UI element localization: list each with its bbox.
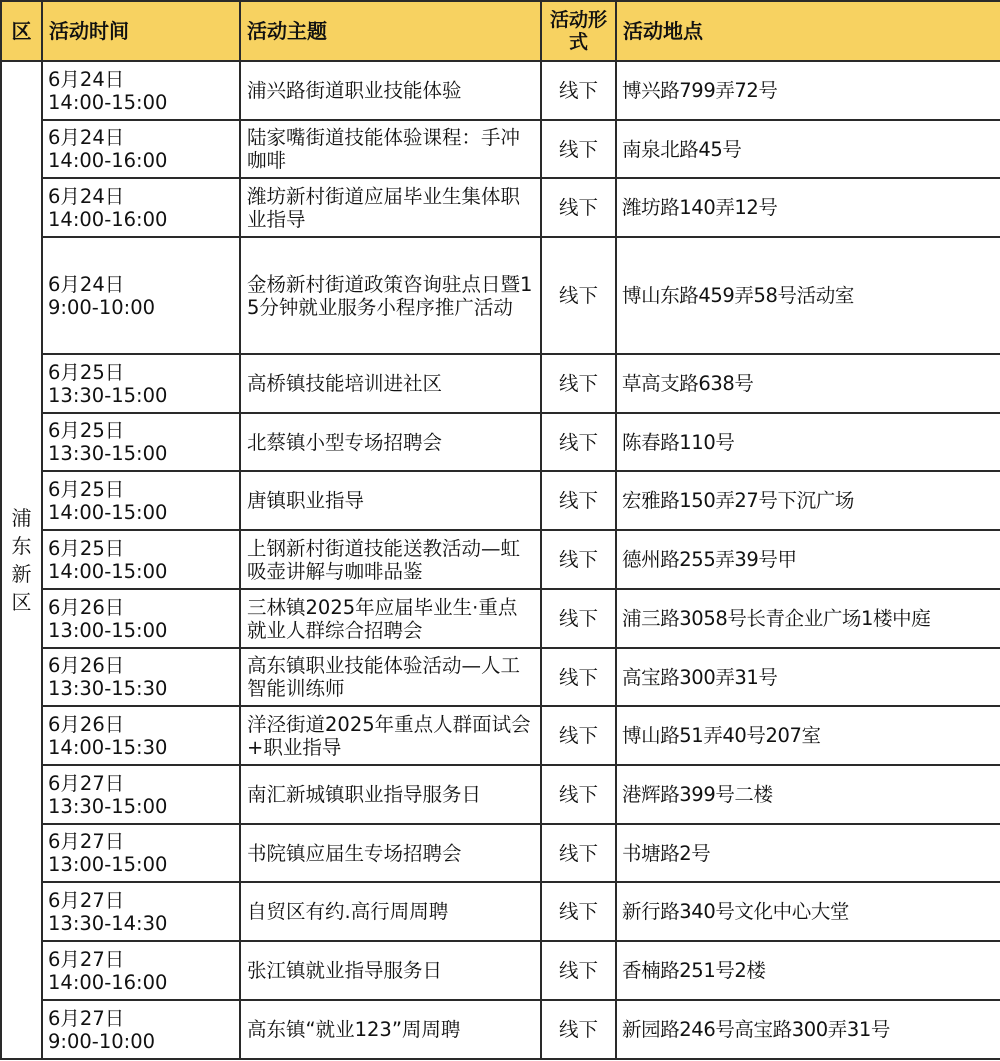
format-cell: 线下	[541, 824, 616, 882]
table-row	[1, 413, 1000, 471]
table-row	[1, 471, 1000, 530]
event-date: 6月27日	[48, 1006, 125, 1030]
time-cell	[42, 413, 240, 471]
topic-cell: 金杨新村街道政策咨询驻点日暨15分钟就业服务小程序推广活动	[240, 237, 541, 354]
event-time-range: 9:00-10:00	[48, 295, 156, 319]
event-time-range: 13:00-15:00	[48, 853, 168, 876]
event-date: 6月24日	[48, 67, 125, 91]
table-row	[1, 237, 1000, 354]
topic-cell: 高东镇职业技能体验活动—人工智能训练师	[240, 648, 541, 706]
event-date: 6月25日	[48, 477, 125, 501]
time-cell	[42, 765, 240, 824]
time-cell	[42, 178, 240, 237]
format-cell: 线下	[541, 237, 616, 354]
format-cell: 线下	[541, 354, 616, 413]
location-cell: 新园路246号高宝路300弄31号	[616, 1000, 1000, 1059]
location-cell: 宏雅路150弄27号下沉广场	[616, 471, 1000, 530]
event-date: 6月26日	[48, 654, 125, 677]
event-time-range: 13:00-15:00	[48, 618, 168, 642]
table-row	[1, 882, 1000, 941]
time-cell	[42, 237, 240, 354]
topic-cell: 三林镇2025年应届毕业生·重点就业人群综合招聘会	[240, 589, 541, 648]
event-time-range: 14:00-15:00	[48, 90, 168, 114]
event-date: 6月24日	[48, 184, 125, 208]
time-cell	[42, 706, 240, 765]
location-cell: 浦三路3058号长青企业广场1楼中庭	[616, 589, 1000, 648]
district-cell: 浦东新区	[1, 61, 42, 1059]
event-date: 6月27日	[48, 830, 125, 853]
event-time-range: 13:30-15:30	[48, 677, 168, 700]
event-date: 6月26日	[48, 595, 125, 619]
event-date: 6月24日	[48, 272, 125, 296]
location-cell: 博山东路459弄58号活动室	[616, 237, 1000, 354]
header-row	[1, 1, 1000, 61]
time-cell	[42, 1000, 240, 1059]
time-cell	[42, 354, 240, 413]
time-cell	[42, 589, 240, 648]
table-row	[1, 589, 1000, 648]
format-cell: 线下	[541, 941, 616, 1000]
event-time-range: 14:00-16:00	[48, 207, 168, 231]
topic-cell: 书院镇应届生专场招聘会	[240, 824, 541, 882]
table-row	[1, 530, 1000, 589]
format-cell: 线下	[541, 882, 616, 941]
header-time: 活动时间	[42, 1, 240, 61]
topic-cell: 高桥镇技能培训进社区	[240, 354, 541, 413]
topic-cell: 高东镇“就业123”周周聘	[240, 1000, 541, 1059]
time-cell	[42, 471, 240, 530]
header-district: 区	[1, 1, 42, 61]
event-date: 6月25日	[48, 419, 125, 442]
format-cell: 线下	[541, 413, 616, 471]
format-cell: 线下	[541, 61, 616, 120]
location-cell: 港辉路399号二楼	[616, 765, 1000, 824]
location-cell: 高宝路300弄31号	[616, 648, 1000, 706]
location-cell: 香楠路251号2楼	[616, 941, 1000, 1000]
time-cell	[42, 61, 240, 120]
topic-cell: 唐镇职业指导	[240, 471, 541, 530]
topic-cell: 上钢新村街道技能送教活动—虹吸壶讲解与咖啡品鉴	[240, 530, 541, 589]
time-cell	[42, 882, 240, 941]
table-row	[1, 354, 1000, 413]
location-cell: 博山路51弄40号207室	[616, 706, 1000, 765]
table-row	[1, 765, 1000, 824]
table-row	[1, 941, 1000, 1000]
event-date: 6月25日	[48, 536, 125, 560]
topic-cell: 洋泾街道2025年重点人群面试会+职业指导	[240, 706, 541, 765]
header-location: 活动地点	[616, 1, 1000, 61]
format-cell: 线下	[541, 1000, 616, 1059]
location-cell: 德州路255弄39号甲	[616, 530, 1000, 589]
topic-cell: 北蔡镇小型专场招聘会	[240, 413, 541, 471]
event-date: 6月27日	[48, 771, 125, 795]
header-format: 活动形式	[541, 1, 616, 61]
topic-cell: 浦兴路街道职业技能体验	[240, 61, 541, 120]
event-date: 6月25日	[48, 360, 125, 384]
location-cell: 博兴路799弄72号	[616, 61, 1000, 120]
topic-cell: 自贸区有约.高行周周聘	[240, 882, 541, 941]
format-cell: 线下	[541, 648, 616, 706]
time-cell	[42, 120, 240, 178]
table-body	[1, 61, 1000, 1059]
topic-cell: 南汇新城镇职业指导服务日	[240, 765, 541, 824]
location-cell: 潍坊路140弄12号	[616, 178, 1000, 237]
event-time-range: 13:30-15:00	[48, 383, 168, 407]
topic-cell: 潍坊新村街道应届毕业生集体职业指导	[240, 178, 541, 237]
time-cell	[42, 824, 240, 882]
format-cell: 线下	[541, 530, 616, 589]
event-time-range: 13:30-15:00	[48, 442, 168, 465]
time-cell	[42, 648, 240, 706]
event-time-range: 14:00-16:00	[48, 970, 168, 994]
event-date: 6月27日	[48, 888, 125, 912]
time-cell	[42, 530, 240, 589]
format-cell: 线下	[541, 178, 616, 237]
table-row	[1, 178, 1000, 237]
event-time-range: 13:30-15:00	[48, 794, 168, 818]
format-cell: 线下	[541, 706, 616, 765]
time-cell	[42, 941, 240, 1000]
event-time-range: 13:30-14:30	[48, 911, 168, 935]
format-cell: 线下	[541, 765, 616, 824]
topic-cell: 张江镇就业指导服务日	[240, 941, 541, 1000]
table-row	[1, 1000, 1000, 1059]
format-cell: 线下	[541, 589, 616, 648]
format-cell: 线下	[541, 120, 616, 178]
table-row	[1, 120, 1000, 178]
event-time-range: 14:00-15:00	[48, 500, 168, 524]
event-time-range: 14:00-15:30	[48, 735, 168, 759]
event-time-range: 14:00-15:00	[48, 559, 168, 583]
event-time-range: 9:00-10:00	[48, 1029, 156, 1053]
table-row	[1, 706, 1000, 765]
header-topic: 活动主题	[240, 1, 541, 61]
format-cell: 线下	[541, 471, 616, 530]
event-date: 6月26日	[48, 712, 125, 736]
event-date: 6月27日	[48, 947, 125, 971]
table-row	[1, 648, 1000, 706]
location-cell: 南泉北路45号	[616, 120, 1000, 178]
table-header	[1, 1, 1000, 61]
topic-cell: 陆家嘴街道技能体验课程：手冲咖啡	[240, 120, 541, 178]
event-time-range: 14:00-16:00	[48, 149, 168, 172]
location-cell: 书塘路2号	[616, 824, 1000, 882]
table-row	[1, 61, 1000, 120]
table-row	[1, 824, 1000, 882]
location-cell: 新行路340号文化中心大堂	[616, 882, 1000, 941]
event-date: 6月24日	[48, 126, 125, 149]
location-cell: 陈春路110号	[616, 413, 1000, 471]
location-cell: 草高支路638号	[616, 354, 1000, 413]
